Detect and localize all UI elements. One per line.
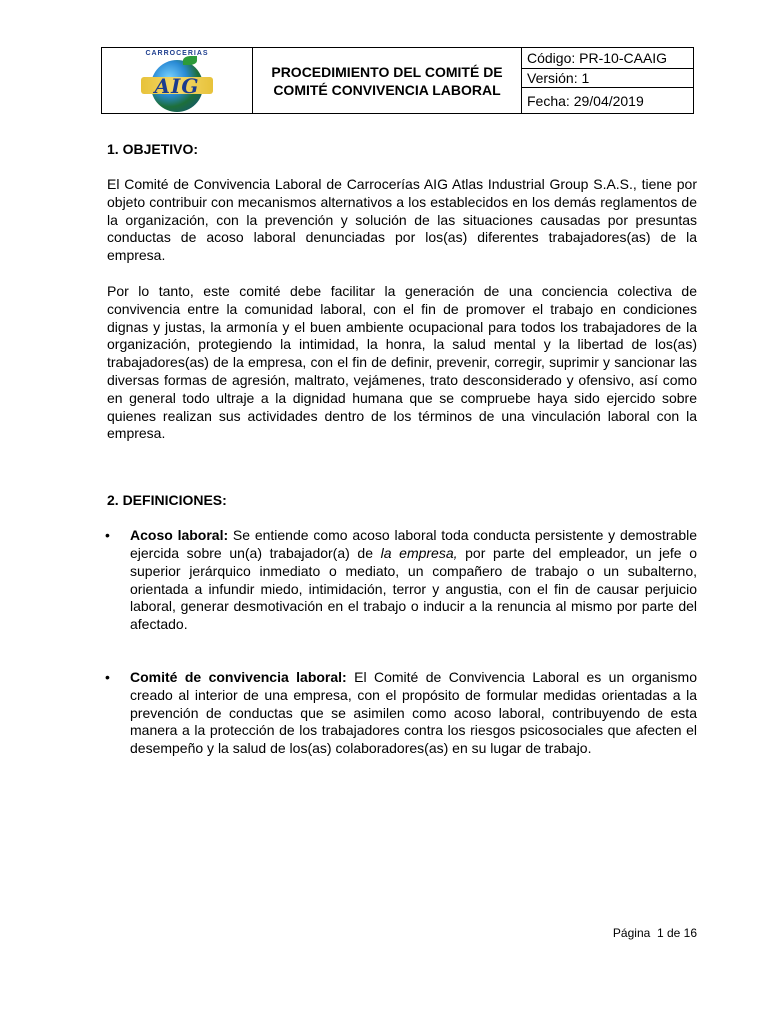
- definition-text: El Comité de Convivencia Laboral es un organismo creado al interior de una empresa, con el propósito de formular medidas orientadas a la prevención de conductas que se asimilen como acoso laboral, contribuyendo de esta manera a la protección de los trabajadores contra los riesgos psicosociales que afecten el desempeño y la salud de los(as) colaboradores(as) en su lugar de trabajo.: [130, 668, 698, 757]
- logo-cell: [102, 48, 253, 114]
- document-body: [107, 140, 697, 758]
- objetivo-paragraph-1: El Comité de Convivencia Laboral de Carrocerías AIG Atlas Industrial Group S.A.S., tiene por objeto contribuir con mecanismos alternativos a los establecidos en los demás reglamentos de la organización, con la prevención y solución de las situaciones causadas por presuntas conductas de acoso laboral denunciadas por los(as) diferentes trabajadores(as) de la empresa.: [107, 176, 697, 264]
- logo-arc-text: CARROCERIAS: [145, 49, 209, 57]
- bullet-icon: •: [105, 668, 110, 685]
- logo-main-text: AIG: [154, 73, 200, 98]
- objetivo-paragraph-2: Por lo tanto, este comité debe facilitar la generación de una conciencia colectiva de convivencia entre la comunidad laboral, con el fin de promover el trabajo en condiciones dignas y justas, la armonía y el buen ambiente ocupacional para todos los trabajadores de la organización, protegiendo la intimidad, la honra, la salud mental y la libertad de los(as) trabajadores(as) de la empresa, con el fin de definir, prevenir, corregir, suprimir y sancionar las diversas formas de agresión, maltrato, vejámenes, trato desconsiderado y ofensivo, así como en general todo ultraje a la dignidad humana que se compruebe haya sido ejercido sobre quienes realizan sus actividades dentro de los términos de una vinculación laboral con la empresa.: [107, 282, 697, 442]
- definition-text: Se entiende como acoso laboral toda conducta persistente y demostrable ejercida sobre un(a) trabajador(a) de: [130, 527, 697, 561]
- page-number: Página 1 de 16: [612, 926, 697, 940]
- definition-emphasis: la empresa,: [380, 544, 458, 561]
- document-version: Versión: 1: [522, 69, 694, 88]
- definition-term: Comité de convivencia laboral:: [130, 668, 347, 685]
- document-date: Fecha: 29/04/2019: [522, 88, 694, 114]
- definition-term: Acoso laboral:: [130, 527, 229, 544]
- definition-comite-convivencia: [107, 669, 697, 758]
- section-heading-objetivo: 1. OBJETIVO:: [107, 141, 199, 157]
- definition-text: por parte del empleador, un jefe o superior jerárquico inmediato o mediato, un compañero de trabajo o un subalterno, orientada a infundir miedo, intimidación, terror y angustia, con el fin de causar perjuicio laboral, generar desmotivación en el trabajo o inducir a la renuncia al mismo por parte del afectado.: [130, 544, 697, 633]
- definition-acoso-laboral: [107, 527, 697, 634]
- bullet-icon: •: [105, 527, 110, 544]
- section-heading-definiciones: 2. DEFINICIONES:: [107, 492, 227, 509]
- document-title: PROCEDIMIENTO DEL COMITÉ DE COMITÉ CONVIVENCIA LABORAL: [253, 48, 522, 114]
- document-header-table: [101, 47, 694, 114]
- leaf-icon: [183, 56, 197, 65]
- document-code: Código: PR-10-CAAIG: [522, 48, 694, 69]
- company-logo: [137, 50, 217, 112]
